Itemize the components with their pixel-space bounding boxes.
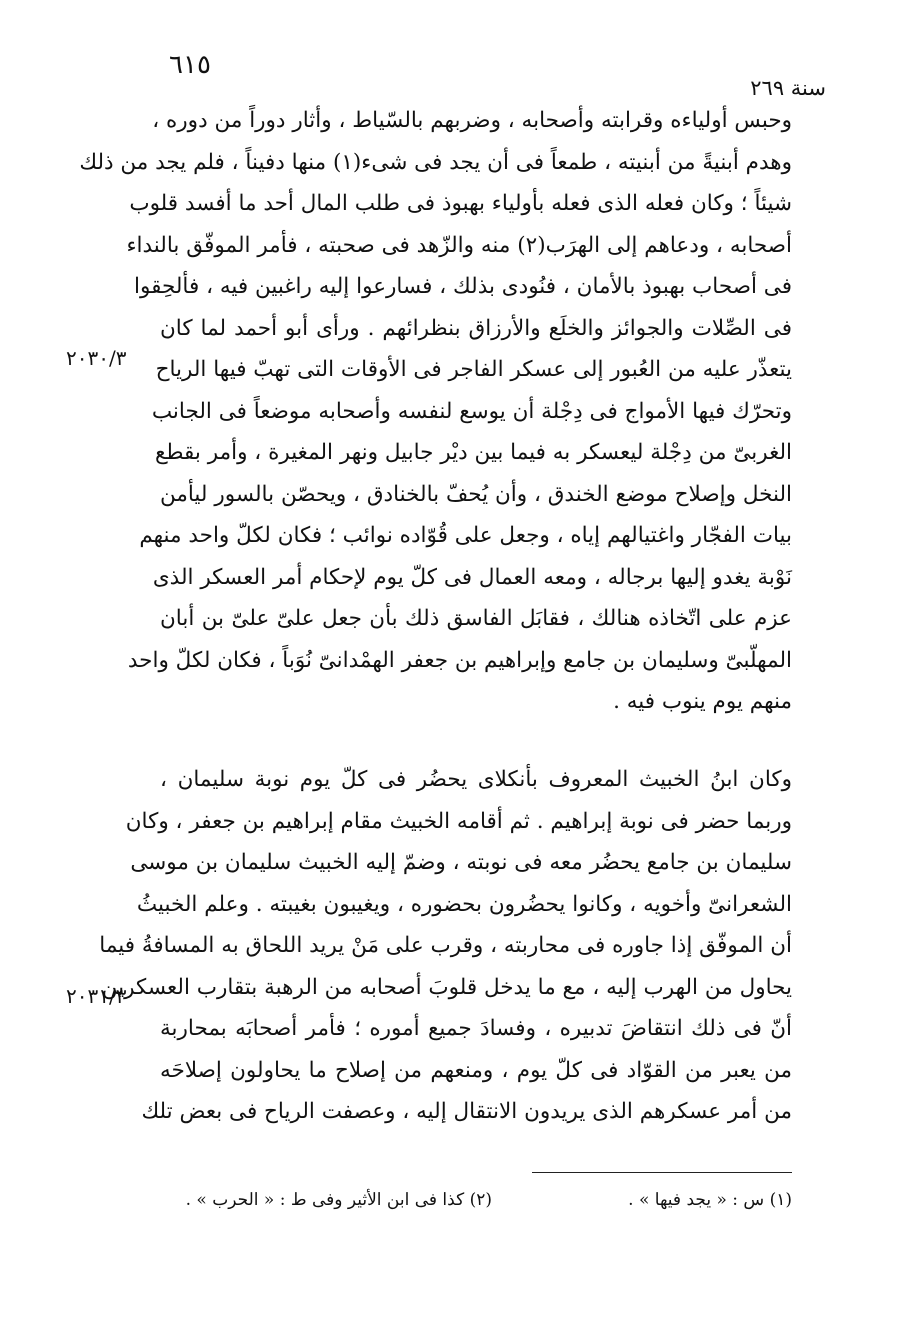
text-line: بيات الفجّار واغتيالهم إياه ، وجعل على قُوّاده نوائب ؛ فكان لكلّ واحد منهم [139,523,792,548]
text-line: وحبس أولياءه وقرابته وأصحابه ، وضربهم بالسّياط ، وأثار دوراً من دوره ، [152,108,792,133]
footnote-divider [532,1172,792,1173]
text-line: النخل وإصلاح موضع الخندق ، وأن يُحفّ بالخنادق ، ويحصّن بالسور ليأمن [160,481,792,507]
text-line: يحاول من الهرب إليه ، مع ما يدخل قلوبَ أصحابه من الرهبة بتقارب العسكرين [101,974,792,1000]
text-line: عزم على اتّخاذه هنالك ، فقابَل الفاسق ذلك بأن جعل علىّ علىّ بن أبان [160,606,792,631]
text-line: من يعبر من القوّاد فى كلّ يوم ، ومنعهم من إصلاح ما يحاولون إصلاحَه [160,1057,792,1083]
margin-note: ٢٠٣١/٣ [66,984,127,1008]
footnote-2: (٢) كذا فى ابن الأثير وفى ط : « الحرب » . [185,1190,492,1210]
text-line: أنّ فى ذلك انتقاضَ تدبيره ، وفسادَ جميع أموره ؛ فأمر أصحابَه بمحاربة [160,1016,792,1041]
text-line: يتعذّر عليه من العُبور إلى عسكر الفاجر فى الأوقات التى تهبّ فيها الرياح [155,357,792,382]
margin-note: ٢٠٣٠/٣ [66,346,127,370]
year-header: سنة ٢٦٩ [750,76,826,100]
text-line: الغربىّ من دِجْلة ليعسكر به فيما بين ديْر جابيل ونهر المغيرة ، وأمر بقطع [154,440,792,465]
text-line: وهدم أبنيةً من أبنيته ، طمعاً فى أن يجد فى شىء(١) منها دفيناً ، فلم يجد من ذلك [79,149,792,175]
text-line: فى الصِّلات والجوائز والخلَع والأرزاق بنظرائهم . ورأى أبو أحمد لما كان [160,315,792,341]
text-line: نَوْبة يغدو إليها برجاله ، ومعه العمال فى كلّ يوم لإحكام أمر العسكر الذى [152,564,792,590]
text-line: أن الموفّق إذا جاوره فى محاربته ، وقرب على مَنْ يريد اللحاق به المسافةُ فيما [99,933,792,958]
text-line: من أمر عسكرهم الذى يريدون الانتقال إليه ، وعصفت الرياح فى بعض تلك [141,1099,792,1124]
text-line: منهم يوم ينوب فيه . [613,689,792,714]
text-line: المهلّبىّ وسليمان بن جامع وإبراهيم بن جعفر الهمْدانىّ نُوَباً ، فكان لكلّ واحد [127,647,792,673]
page-number: ٦١٥ [169,50,211,80]
paragraph-2 [99,759,792,1133]
text-line: فى أصحاب بهبوذ بالأمان ، فنُودى بذلك ، فسارعوا إليه راغبين فيه ، فألحِقوا [134,274,792,299]
text-line: وربما حضر فى نوبة إبراهيم . ثم أقامه الخبيث مقام إبراهيم بن جعفر ، وكان [125,808,792,834]
text-line: شيئاً ؛ وكان فعله الذى فعله بأولياء بهبوذ فى طلب المال أحد ما أفسد قلوب [129,191,792,216]
text-line: وتحرّك فيها الأمواج فى دِجْلة أن يوسع لنفسه وأصحابه موضعاً فى الجانب [151,398,792,424]
footnote-1: (١) س : « يجد فيها » . [628,1190,792,1210]
text-line: سليمان بن جامع يحضُر معه فى نوبته ، وضمّ إليه الخبيث سليمان بن موسى [130,850,792,875]
text-line: وكان ابنُ الخبيث المعروف بأنكلاى يحضُر فى كلّ يوم نوبة سليمان ، [160,767,792,792]
text-line: أصحابه ، ودعاهم إلى الهرَب(٢) منه والزّهد فى صحبته ، فأمر الموفّق بالنداء [126,232,792,258]
text-line: الشعرانىّ وأخويه ، وكانوا يحضُرون بحضوره ، ويغيبون بغيبته . وعلم الخبيثُ [136,891,792,917]
